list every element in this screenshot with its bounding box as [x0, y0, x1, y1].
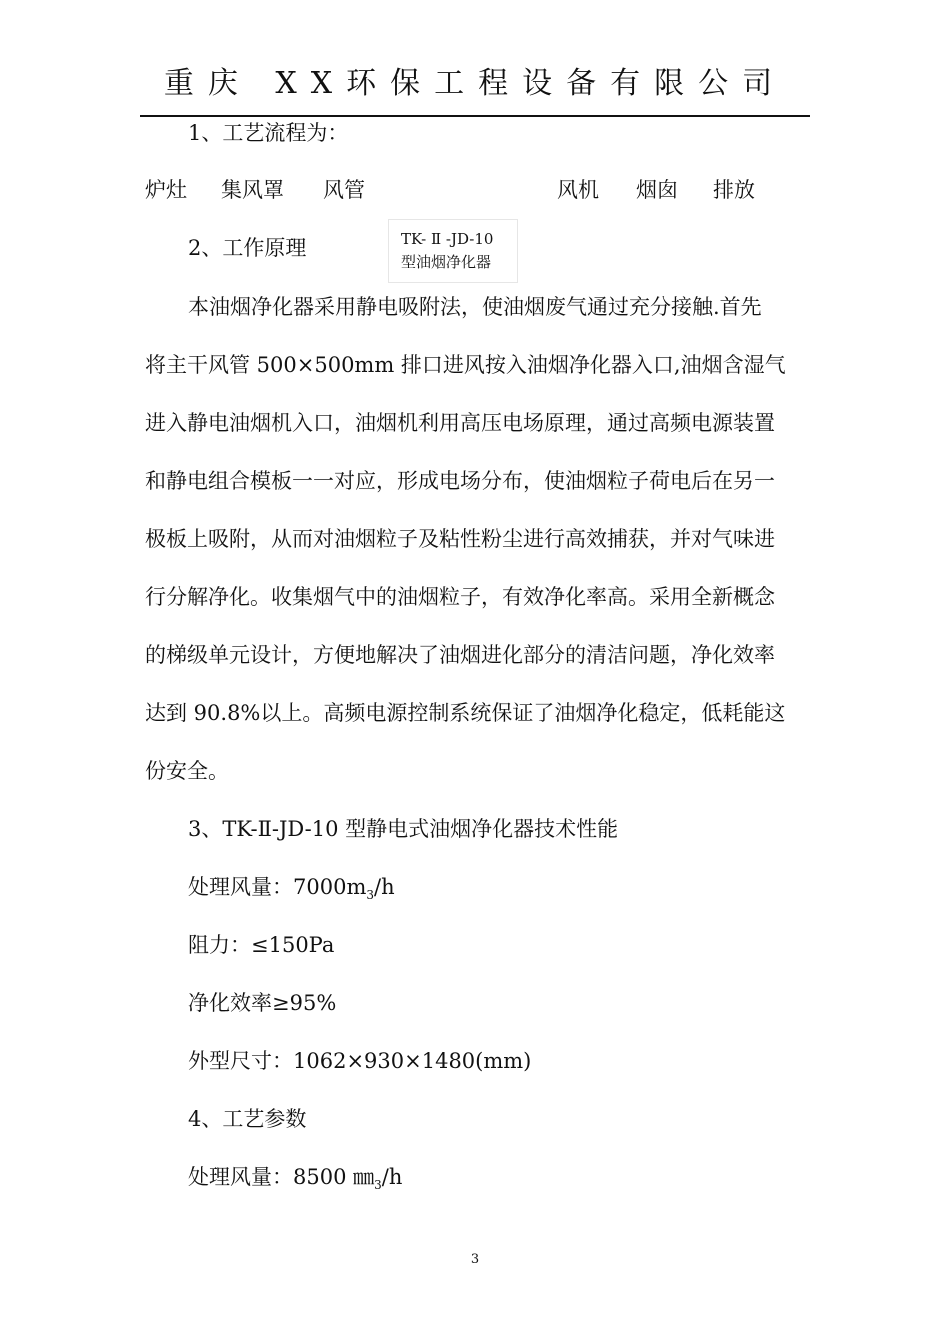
- spec-efficiency: 净化效率≥95%: [188, 991, 337, 1015]
- paragraph-line: 达到 90.8%以上。高频电源控制系统保证了油烟净化稳定，低耗能这: [145, 701, 786, 725]
- flow-step-2: 集风罩: [221, 178, 284, 202]
- spec-airflow-superscript: 3: [366, 888, 374, 903]
- paragraph-line: 将主干风管 500×500mm 排口进风按入油烟净化器入口,油烟含湿气: [145, 353, 786, 377]
- paragraph-line: 极板上吸附，从而对油烟粒子及粘性粉尘进行高效捕获，并对气味进: [145, 527, 775, 551]
- spec-resistance: 阻力：≤150Pa: [188, 933, 335, 957]
- paragraph-line: 本油烟净化器采用静电吸附法，使油烟废气通过充分接触.首先: [188, 295, 762, 319]
- diagram-label-line2: 型油烟净化器: [401, 253, 492, 271]
- paragraph-line: 行分解净化。收集烟气中的油烟粒子，有效净化率高。采用全新概念: [145, 585, 775, 609]
- flow-step-4: 风机: [557, 178, 599, 202]
- diagram-label-line1: TK- Ⅱ -JD-10: [401, 230, 494, 248]
- param-airflow: [188, 1161, 402, 1192]
- flow-step-6: 排放: [713, 178, 755, 202]
- section3-heading: 3、TK-Ⅱ-JD-10 型静电式油烟净化器技术性能: [188, 817, 619, 841]
- spec-dimensions: 外型尺寸：1062×930×1480(mm): [188, 1049, 532, 1073]
- spec-airflow: [188, 871, 395, 902]
- paragraph-line: 和静电组合模板一一对应，形成电场分布，使油烟粒子荷电后在另一: [145, 469, 775, 493]
- spec-airflow-unit: /h: [374, 875, 395, 899]
- paragraph-line: 份安全。: [145, 759, 229, 783]
- page-number: 3: [470, 1252, 480, 1267]
- flow-step-5: 烟囱: [636, 178, 678, 202]
- section2-heading: 2、工作原理: [188, 236, 307, 260]
- flow-step-3: 风管: [323, 178, 365, 202]
- param-airflow-superscript: 3: [374, 1178, 382, 1193]
- param-airflow-unit: /h: [381, 1165, 403, 1189]
- section4-heading: 4、工艺参数: [188, 1107, 307, 1131]
- section1-heading: 1、工艺流程为：: [188, 121, 349, 145]
- document-header-title: 重庆 XX环保工程设备有限公司: [163, 66, 787, 101]
- paragraph-line: 进入静电油烟机入口，油烟机利用高压电场原理，通过高频电源装置: [145, 411, 775, 435]
- flow-step-1: 炉灶: [145, 178, 187, 202]
- param-airflow-label: 处理风量：8500 ㎜: [188, 1165, 375, 1189]
- spec-airflow-label: 处理风量：7000m: [188, 875, 367, 899]
- paragraph-line: 的梯级单元设计，方便地解决了油烟进化部分的清洁问题，净化效率: [145, 643, 775, 667]
